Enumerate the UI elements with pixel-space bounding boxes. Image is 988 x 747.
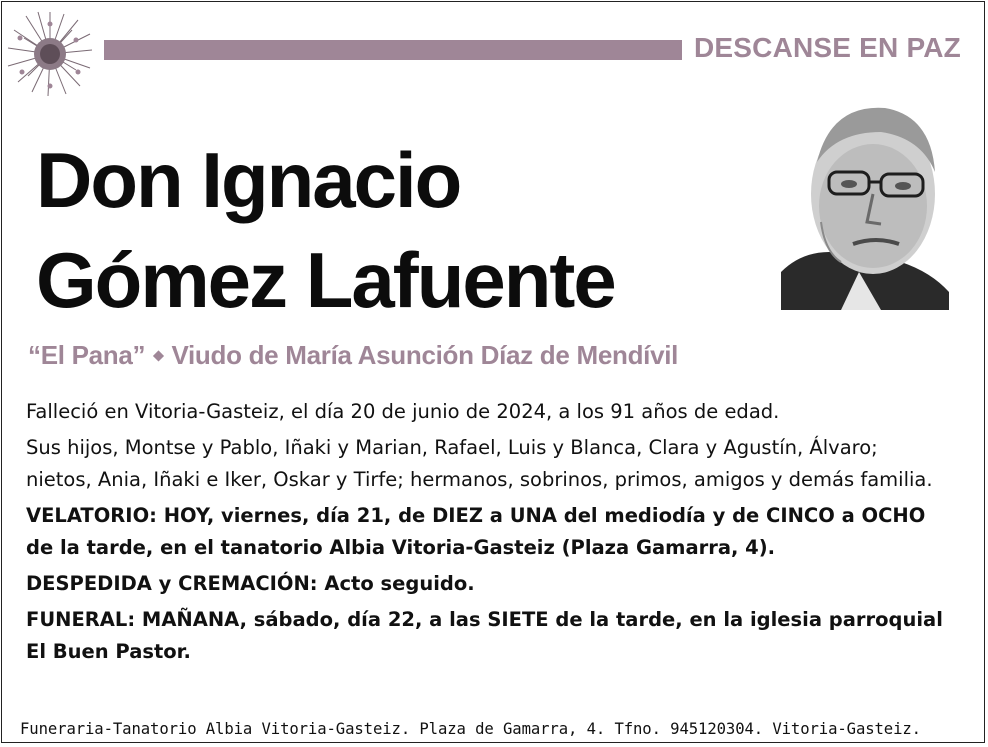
subtitle	[28, 340, 678, 371]
deceased-name-line2: Gómez Lafuente	[36, 236, 615, 324]
portrait-photo	[781, 102, 949, 310]
farewell-details: DESPEDIDA y CREMACIÓN: Acto seguido.	[26, 572, 475, 595]
nickname: “El Pana”	[28, 340, 146, 370]
obituary-card	[1, 1, 985, 743]
thistle-flower-icon	[6, 10, 94, 96]
notice-body	[26, 396, 946, 672]
diamond-separator-icon: ⬥	[153, 347, 164, 364]
death-announcement: Falleció en Vitoria-Gasteiz, el día 20 de junio de 2024, a los 91 años de edad.	[26, 400, 780, 423]
funeral-home-footer: Funeraria-Tanatorio Albia Vitoria-Gasteiz. Plaza de Gamarra, 4. Tfno. 945120304. Vitoria-Gasteiz.	[20, 720, 921, 738]
deceased-name-line1: Don Ignacio	[36, 136, 461, 224]
wake-details: VELATORIO: HOY, viernes, día 21, de DIEZ a UNA del mediodía y de CINCO a OCHO de la tarde, en el tanatorio Albia Vitoria-Gasteiz (Plaza Gamarra, 4).	[26, 504, 926, 559]
family-list: Sus hijos, Montse y Pablo, Iñaki y Marian, Rafael, Luis y Blanca, Clara y Agustín, Álvaro; nietos, Ania, Iñaki e Iker, Oskar y Tirfe; hermanos, sobrinos, primos, amigos y demás familia.	[26, 436, 933, 491]
widower-line: Viudo de María Asunción Díaz de Mendívil	[171, 340, 679, 370]
header-bar	[104, 40, 682, 60]
funeral-details: FUNERAL: MAÑANA, sábado, día 22, a las SIETE de la tarde, en la iglesia parroquial El Buen Pastor.	[26, 608, 943, 663]
page-heading: DESCANSE EN PAZ	[694, 32, 961, 63]
deceased-name	[36, 130, 615, 330]
